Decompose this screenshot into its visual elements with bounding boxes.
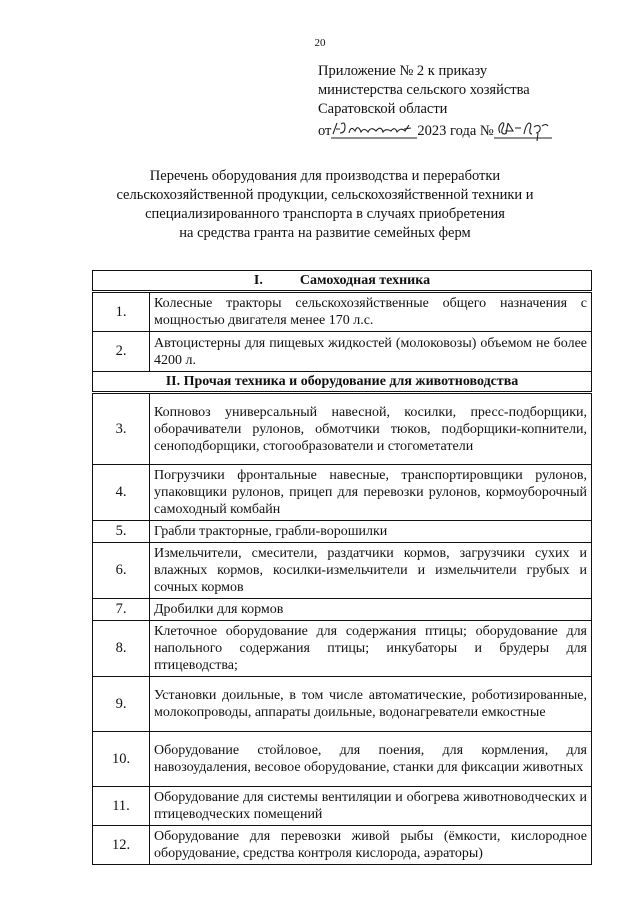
section-title: Самоходная техника	[299, 273, 431, 288]
table-row	[93, 732, 592, 787]
title-line-2: сельскохозяйственной продукции, сельскохозяйственной техники и	[116, 187, 534, 203]
order-from-prefix: от	[318, 123, 332, 139]
title-line-4: на средства гранта на развитие семейных ферм	[179, 225, 471, 241]
table-row	[93, 332, 592, 372]
row-text: Клеточное оборудование для содержания птицы; оборудование для напольного содержания птицы; инкубаторы и брудеры для птицеводства;	[150, 621, 592, 677]
section-numeral: I.	[253, 273, 263, 288]
appendix-header	[318, 62, 552, 141]
row-number: 12.	[93, 826, 150, 865]
section-heading-2: II. Прочая техника и оборудование для животноводства	[93, 372, 592, 393]
title-line-3: специализированного транспорта в случаях приобретения	[145, 206, 505, 222]
order-year: 2023 года №	[417, 123, 494, 139]
page-number: 20	[314, 37, 326, 49]
row-number: 5.	[93, 521, 150, 543]
row-number: 8.	[93, 621, 150, 677]
table-row	[93, 521, 592, 543]
row-number: 7.	[93, 599, 150, 621]
table-row	[93, 677, 592, 732]
title-line-1: Перечень оборудования для производства и переработки	[149, 168, 501, 184]
row-text: Копновоз универсальный навесной, косилки, пресс-подборщики, оборачиватели рулонов, обмотчики тюков, подборщики-копнители, сеноподборщики, стогообразователи и стогометатели	[150, 393, 592, 465]
row-text: Установки доильные, в том числе автоматические, роботизированные, молокопроводы, аппараты доильные, водонагреватели емкостные	[150, 677, 592, 732]
section-heading-row	[93, 271, 592, 292]
row-number: 6.	[93, 543, 150, 599]
row-number: 3.	[93, 393, 150, 465]
table-row	[93, 292, 592, 332]
row-text: Оборудование стойловое, для поения, для кормления, для навозоудаления, весовое оборудование, станки для фиксации животных	[150, 732, 592, 787]
row-text: Оборудование для перевозки живой рыбы (ёмкости, кислородное оборудование, средства контроля кислорода, аэраторы)	[150, 826, 592, 865]
section-heading-row	[93, 372, 592, 393]
row-number: 11.	[93, 787, 150, 826]
row-number: 2.	[93, 332, 150, 372]
row-text: Колесные тракторы сельскохозяйственные общего назначения с мощностью двигателя менее 170 л.с.	[150, 292, 592, 332]
table-row	[93, 621, 592, 677]
table-row	[93, 465, 592, 521]
row-number: 1.	[93, 292, 150, 332]
section-heading-1	[93, 271, 592, 292]
order-date-line	[318, 119, 552, 141]
document-title	[60, 167, 590, 243]
table-row	[93, 599, 592, 621]
row-text: Погрузчики фронтальные навесные, транспортировщики рулонов, упаковщики рулонов, прицеп для перевозки рулонов, кормоуборочный самоходный комбайн	[150, 465, 592, 521]
row-text: Оборудование для системы вентиляции и обогрева животноводческих и птицеводческих помещений	[150, 787, 592, 826]
row-number: 4.	[93, 465, 150, 521]
appendix-line-2: министерства сельского хозяйства	[318, 82, 530, 98]
row-number: 10.	[93, 732, 150, 787]
table-row	[93, 787, 592, 826]
row-text: Измельчители, смесители, раздатчики кормов, загрузчики сухих и влажных кормов, косилки-измельчители и измельчители грубых и сочных кормов	[150, 543, 592, 599]
row-text: Грабли тракторные, грабли-ворошилки	[150, 521, 592, 543]
row-text: Автоцистерны для пищевых жидкостей (молоковозы) объемом не более 4200 л.	[150, 332, 592, 372]
row-number: 9.	[93, 677, 150, 732]
handwritten-order-number	[494, 119, 552, 141]
table-row	[93, 393, 592, 465]
appendix-line-3: Саратовской области	[318, 101, 448, 117]
row-text: Дробилки для кормов	[150, 599, 592, 621]
table-row	[93, 543, 592, 599]
handwritten-date	[331, 119, 417, 141]
equipment-table	[92, 270, 592, 865]
appendix-line-1: Приложение № 2 к приказу	[318, 63, 488, 79]
table-row	[93, 826, 592, 865]
